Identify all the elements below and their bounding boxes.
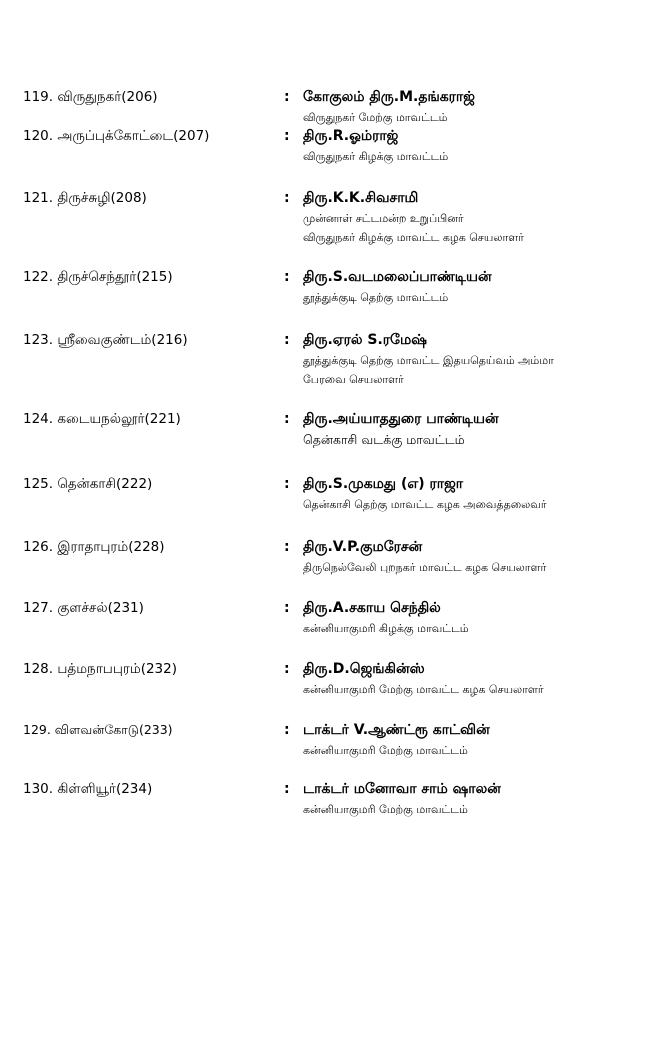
candidate-details: [303, 209, 524, 247]
detail-line: பேரவை செயலாளர்: [303, 373, 404, 386]
detail-line: கன்னியாகுமரி மேற்கு மாவட்ட கழக செயலாளர்: [303, 683, 544, 696]
candidate-details: [303, 108, 447, 127]
separator-colon: :: [284, 476, 290, 492]
detail-line: கன்னியாகுமரி மேற்கு மாவட்டம்: [303, 744, 468, 757]
separator-colon: :: [284, 89, 290, 105]
candidate-name: திரு.D.ஜெங்கின்ஸ்: [303, 661, 425, 677]
separator-colon: :: [284, 781, 290, 797]
detail-line: முன்னாள் சட்டமன்ற உறுப்பினர்: [303, 212, 464, 225]
candidate-name: திரு.ஏரல் S.ரமேஷ்: [303, 332, 427, 348]
separator-colon: :: [284, 722, 290, 738]
candidate-details: [303, 619, 469, 638]
constituency-name: 127. குளச்சல்(231): [23, 600, 144, 616]
candidate-details: [303, 558, 546, 577]
detail-line: தென்காசி வடக்கு மாவட்டம்: [303, 432, 465, 447]
detail-line: விருதுநகர் மேற்கு மாவட்டம்: [303, 111, 448, 124]
detail-line: திருநெல்வேலி புறநகர் மாவட்ட கழக செயலாளர்: [303, 561, 547, 574]
separator-colon: :: [284, 128, 290, 144]
candidate-name: திரு.A.சகாய செந்தில்: [303, 600, 441, 616]
constituency-name: 121. திருச்சுழி(208): [23, 190, 147, 206]
detail-line: தூத்துக்குடி தெற்கு மாவட்ட இதயதெய்வம் அம்மா: [303, 354, 554, 367]
separator-colon: :: [284, 539, 290, 555]
candidate-details: [303, 288, 448, 307]
detail-line: கன்னியாகுமரி மேற்கு மாவட்டம்: [303, 803, 468, 816]
separator-colon: :: [284, 600, 290, 616]
constituency-name: 123. ஸ்ரீவைகுண்டம்(216): [23, 332, 188, 348]
candidate-name: திரு.V.P.குமரேசன்: [303, 539, 423, 555]
candidate-details: [303, 800, 468, 819]
candidate-name: திரு.R.ஓம்ராஜ்: [303, 128, 399, 144]
candidate-details: [303, 741, 468, 760]
constituency-name: 126. இராதாபுரம்(228): [23, 539, 165, 555]
candidate-name: திரு.K.K.சிவசாமி: [303, 190, 419, 206]
detail-line: தூத்துக்குடி தெற்கு மாவட்டம்: [303, 291, 449, 304]
constituency-name: 122. திருச்செந்தூர்(215): [23, 269, 173, 285]
separator-colon: :: [284, 661, 290, 677]
separator-colon: :: [284, 332, 290, 348]
constituency-name: 128. பத்மநாபபுரம்(232): [23, 661, 177, 677]
detail-line: கன்னியாகுமரி கிழக்கு மாவட்டம்: [303, 622, 469, 635]
constituency-name: 119. விருதுநகர்(206): [23, 89, 158, 105]
constituency-name: 120. அருப்புக்கோட்டை(207): [23, 128, 210, 144]
constituency-name: 125. தென்காசி(222): [23, 476, 153, 492]
candidate-details: [303, 430, 465, 449]
separator-colon: :: [284, 269, 290, 285]
detail-line: விருதுநகர் கிழக்கு மாவட்டம்: [303, 150, 449, 163]
candidate-name: திரு.S.முகமது (எ) ராஜா: [303, 476, 464, 492]
candidate-name: திரு.S.வடமலைப்பாண்டியன்: [303, 269, 492, 285]
separator-colon: :: [284, 190, 290, 206]
candidate-details: [303, 680, 544, 699]
candidate-details: [303, 351, 554, 389]
constituency-name: 130. கிள்ளியூர்(234): [23, 781, 153, 797]
separator-colon: :: [284, 411, 290, 427]
candidate-name: திரு.அய்யாததுரை பாண்டியன்: [303, 411, 499, 427]
detail-line: தென்காசி தெற்கு மாவட்ட கழக அவைத்தலைவர்: [303, 498, 547, 511]
constituency-name: 124. கடையநல்லூர்(221): [23, 411, 181, 427]
candidate-name: கோகுலம் திரு.M.தங்கராஜ்: [303, 89, 475, 105]
candidate-name: டாக்டர் மனோவா சாம் ஷாலன்: [303, 781, 501, 797]
candidate-name: டாக்டர் V.ஆண்ட்ரூ காட்வின்: [303, 722, 490, 738]
candidate-details: [303, 495, 547, 514]
constituency-name: 129. விளவன்கோடு(233): [23, 722, 173, 737]
detail-line: விருதுநகர் கிழக்கு மாவட்ட கழக செயலாளர்: [303, 231, 524, 244]
candidate-details: [303, 147, 448, 166]
